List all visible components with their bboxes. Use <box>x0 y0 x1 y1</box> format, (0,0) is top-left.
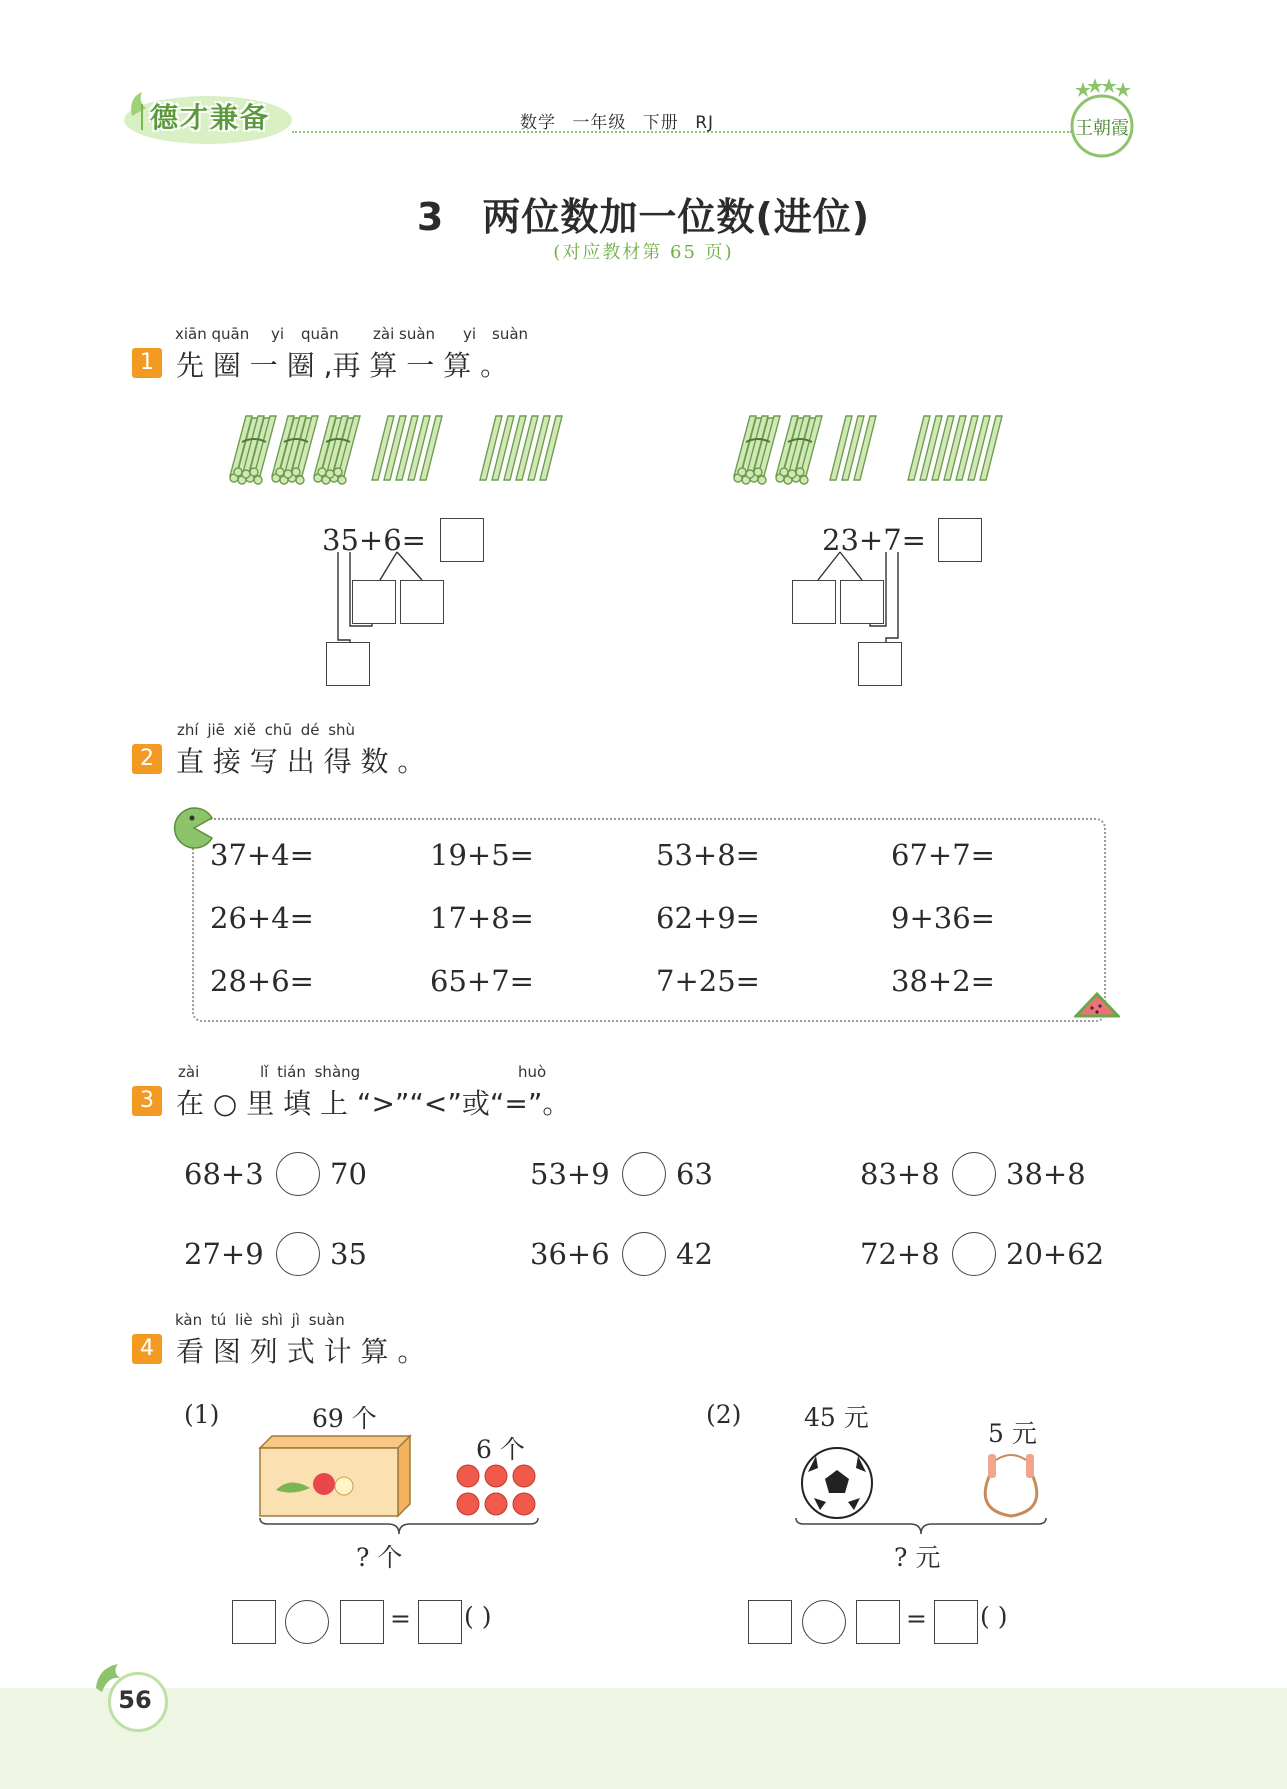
compare-3-right: 38+8 <box>1006 1157 1086 1191</box>
q2-pinyin: zhí jiē xiě chū dé shù <box>177 721 356 739</box>
q1-pinyin-5: yi <box>463 325 477 343</box>
q1-pinyin-2: yi <box>271 325 285 343</box>
seal-text: 王朝霞 <box>1075 118 1129 139</box>
q2-number-badge: 2 <box>132 744 162 774</box>
q2-instruction: 直 接 写 出 得 数 。 <box>176 745 426 778</box>
jump-rope-icon <box>978 1450 1044 1520</box>
calc-2-2: 17+8= <box>430 901 534 935</box>
footer-background <box>0 1688 1287 1789</box>
q4-instruction: 看 图 列 式 计 算 。 <box>176 1335 426 1368</box>
p2-rope-price: 5 元 <box>988 1419 1037 1448</box>
textbook-reference: (对应教材第 65 页) <box>553 242 734 263</box>
q4-number-badge: 4 <box>132 1334 162 1364</box>
p2-number-box-2[interactable] <box>856 1600 900 1644</box>
q4-pinyin: kàn tú liè shì jì suàn <box>175 1311 345 1329</box>
q1-pinyin-3: quān <box>301 325 339 343</box>
calc-1-4: 67+7= <box>891 838 995 872</box>
compare-3-circle[interactable] <box>952 1152 996 1196</box>
compare-6-circle[interactable] <box>952 1232 996 1276</box>
calc-2-1: 26+4= <box>210 901 314 935</box>
p2-ball-price: 45 元 <box>804 1403 869 1432</box>
p1-operator-circle[interactable] <box>285 1600 329 1644</box>
compare-1-right: 70 <box>330 1157 367 1191</box>
q1-right-expression: 23+7= <box>822 523 926 557</box>
q1-left-split-box-1[interactable] <box>352 580 396 624</box>
calc-1-3: 53+8= <box>656 838 760 872</box>
p2-number-box-1[interactable] <box>748 1600 792 1644</box>
calc-2-3: 62+9= <box>656 901 760 935</box>
compare-1-circle[interactable] <box>276 1152 320 1196</box>
p2-equals: = <box>906 1604 927 1633</box>
q3-pinyin-3: huò <box>518 1063 547 1081</box>
compare-5-circle[interactable] <box>622 1232 666 1276</box>
apples-icon <box>456 1462 538 1520</box>
calc-3-2: 65+7= <box>430 964 534 998</box>
p1-number-box-2[interactable] <box>340 1600 384 1644</box>
p1-brace <box>258 1516 540 1536</box>
p1-result-box[interactable] <box>418 1600 462 1644</box>
q3-pinyin-1: zài <box>178 1063 200 1081</box>
compare-4-right: 35 <box>330 1237 367 1271</box>
q1-pinyin-6: suàn <box>492 325 529 343</box>
p1-box-count: 69 个 <box>312 1404 377 1433</box>
q1-right-split-box-1[interactable] <box>792 580 836 624</box>
q1-left-split-box-2[interactable] <box>400 580 444 624</box>
p2-brace <box>794 1516 1048 1536</box>
q1-right-split-box-2[interactable] <box>840 580 884 624</box>
p2-question: ? 元 <box>894 1543 941 1572</box>
q1-left-expression: 35+6= <box>322 523 426 557</box>
apple-box-icon <box>258 1434 412 1518</box>
counting-sticks-right <box>726 410 1046 490</box>
calc-3-1: 28+6= <box>210 964 314 998</box>
soccer-ball-icon <box>800 1446 874 1520</box>
calc-1-1: 37+4= <box>210 838 314 872</box>
counting-sticks-left <box>222 410 602 490</box>
compare-2-left: 53+9 <box>530 1157 610 1191</box>
page-title <box>0 186 1287 241</box>
p1-question: ? 个 <box>356 1543 403 1572</box>
page-number: 56 <box>118 1686 152 1714</box>
lesson-title: 两位数加一位数(进位) <box>482 195 871 239</box>
p1-label: (1) <box>184 1400 220 1429</box>
calc-2-4: 9+36= <box>891 901 995 935</box>
compare-5-right: 42 <box>676 1237 713 1271</box>
p2-result-box[interactable] <box>934 1600 978 1644</box>
calc-1-2: 19+5= <box>430 838 534 872</box>
calc-3-4: 38+2= <box>891 964 995 998</box>
q3-number-badge: 3 <box>132 1086 162 1116</box>
q1-pinyin-4: zài suàn <box>373 325 436 343</box>
compare-4-left: 27+9 <box>184 1237 264 1271</box>
lesson-number: 3 <box>416 195 445 239</box>
p1-number-box-1[interactable] <box>232 1600 276 1644</box>
p2-label: (2) <box>706 1400 742 1429</box>
p1-apple-count: 6 个 <box>476 1435 525 1464</box>
watermelon-icon <box>1074 990 1120 1026</box>
calc-3-3: 7+25= <box>656 964 760 998</box>
compare-1-left: 68+3 <box>184 1157 264 1191</box>
compare-6-right: 20+62 <box>1006 1237 1105 1271</box>
q1-left-sum-box[interactable] <box>326 642 370 686</box>
q1-pinyin-1: xiān quān <box>175 325 250 343</box>
compare-6-left: 72+8 <box>860 1237 940 1271</box>
compare-4-circle[interactable] <box>276 1232 320 1276</box>
q3-instruction: 在 ○ 里 填 上 “>”“<”或“=”。 <box>176 1087 571 1120</box>
q3-pinyin-2: lǐ tián shàng <box>260 1063 361 1081</box>
compare-5-left: 36+6 <box>530 1237 610 1271</box>
p2-operator-circle[interactable] <box>802 1600 846 1644</box>
p1-unit: ( ) <box>464 1602 492 1631</box>
book-info: 数学 一年级 下册 RJ <box>520 113 715 133</box>
p2-unit: ( ) <box>980 1602 1008 1631</box>
compare-2-circle[interactable] <box>622 1152 666 1196</box>
logo-text: 德才兼备 <box>150 101 271 134</box>
q1-number-badge: 1 <box>132 348 162 378</box>
author-seal-icon <box>1063 78 1141 166</box>
q1-right-sum-box[interactable] <box>858 642 902 686</box>
compare-2-right: 63 <box>676 1157 713 1191</box>
compare-3-left: 83+8 <box>860 1157 940 1191</box>
q1-right-answer-box[interactable] <box>938 518 982 562</box>
q1-instruction: 先 圈 一 圈 ,再 算 一 算 。 <box>176 349 509 382</box>
p1-equals: = <box>390 1604 411 1633</box>
